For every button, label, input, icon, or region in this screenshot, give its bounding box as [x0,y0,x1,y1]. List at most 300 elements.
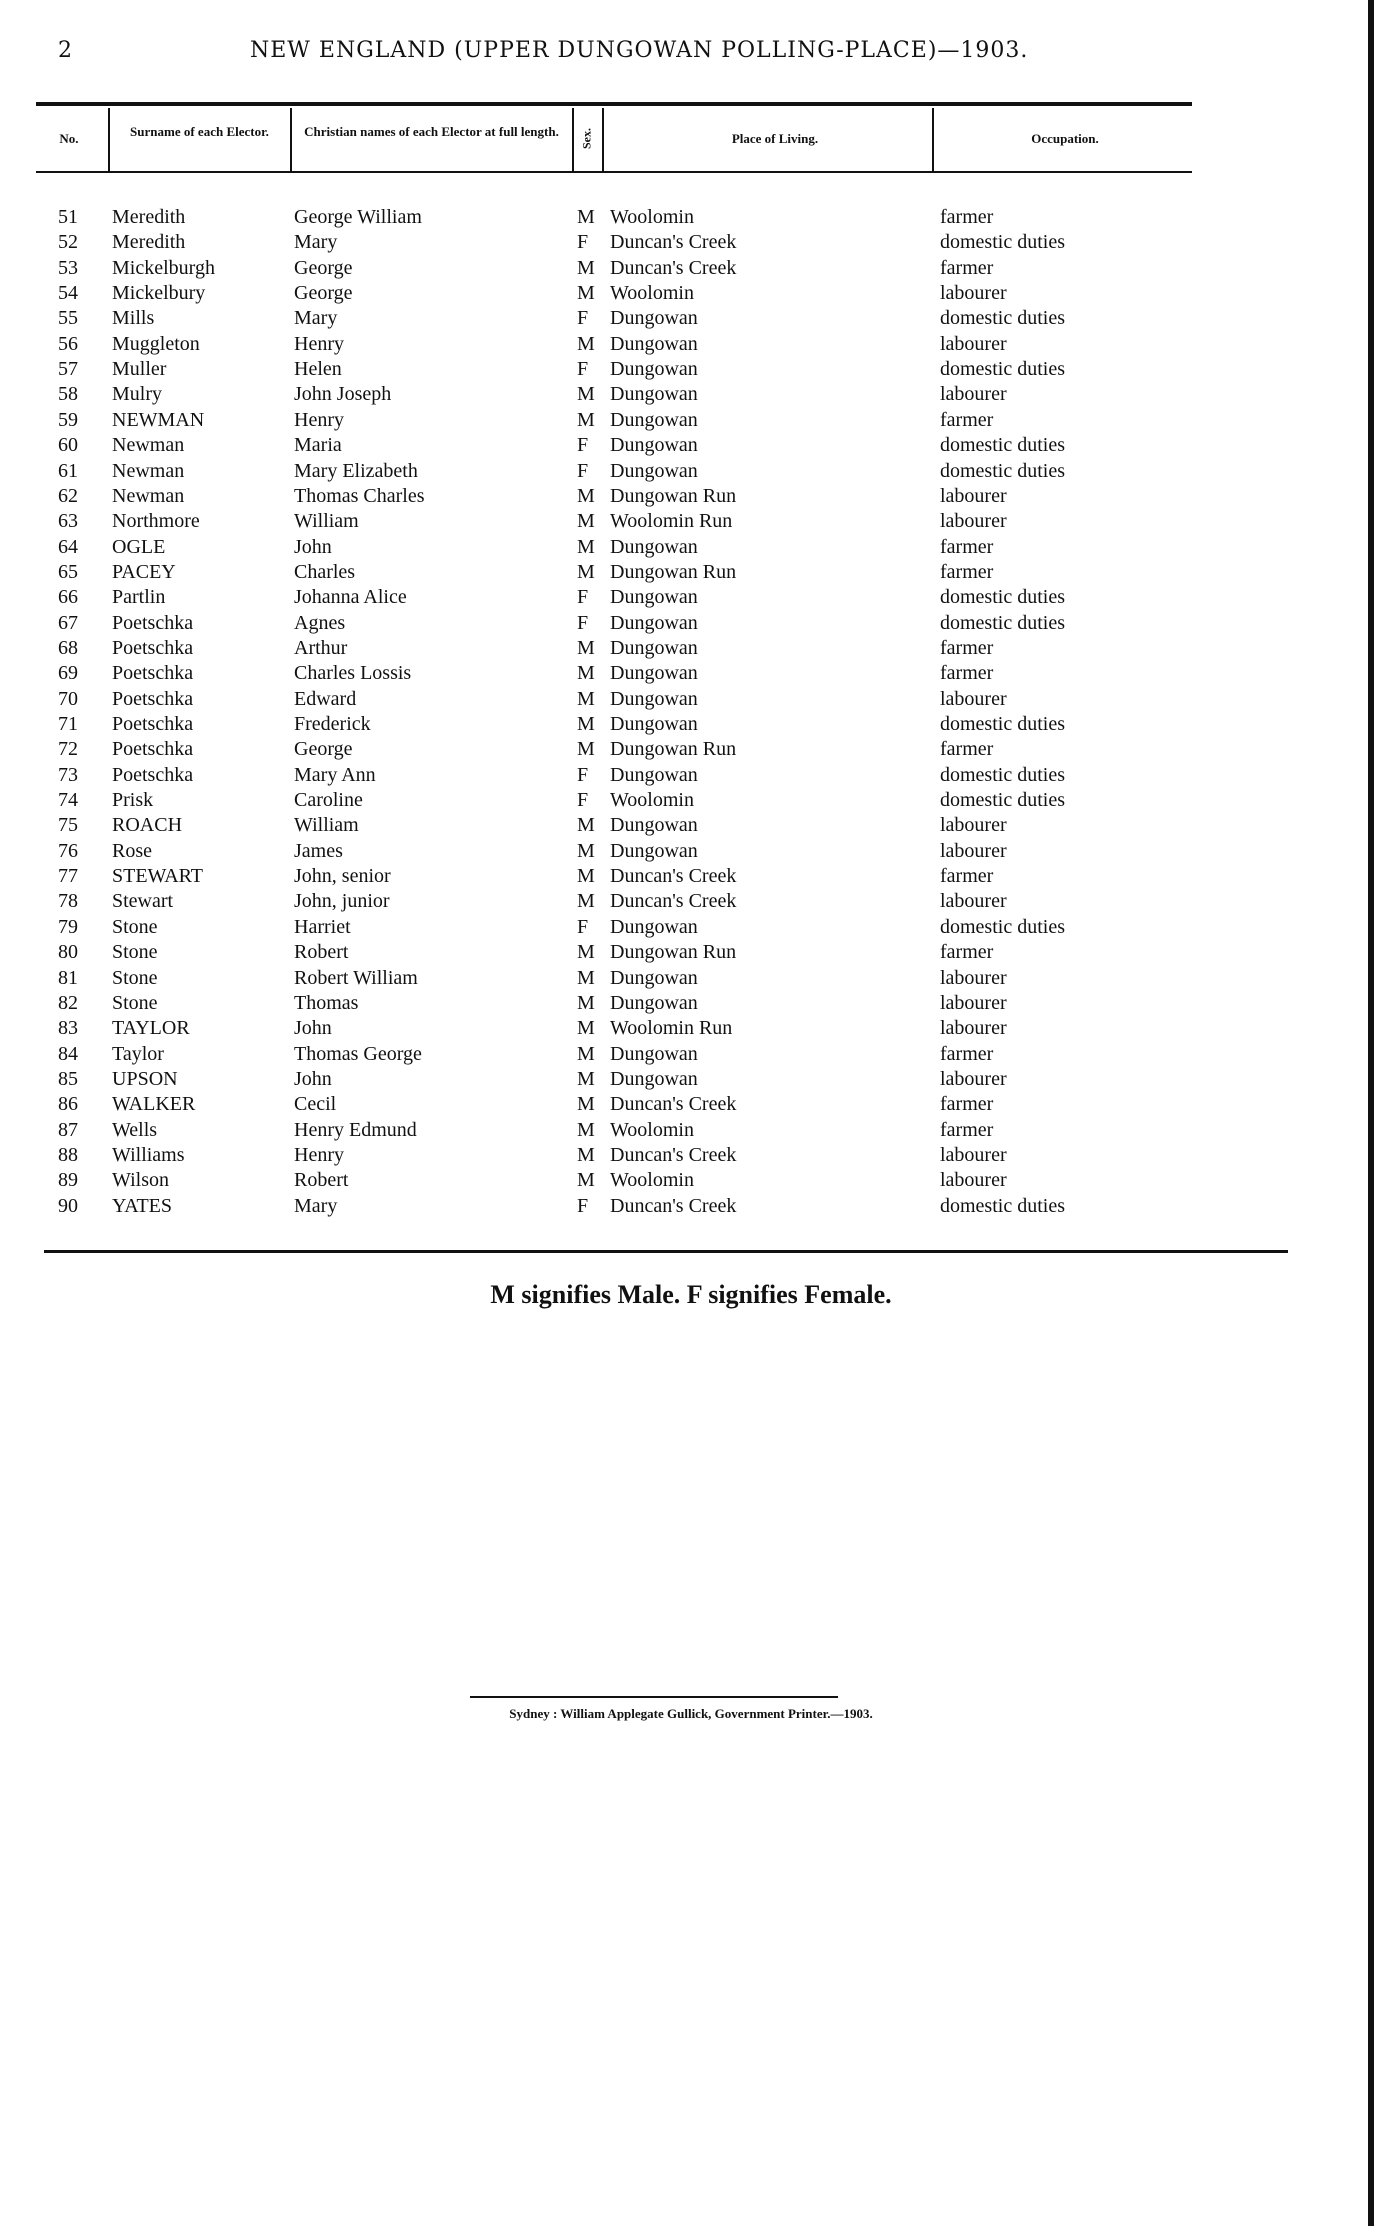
elector-sex: F [577,231,589,254]
elector-sex: M [577,1067,595,1090]
elector-sex: M [577,282,595,305]
elector-place-of-living: Dungowan [610,966,698,989]
elector-number: 67 [58,611,78,634]
elector-christian-names: Thomas George [294,1042,422,1065]
table-row [0,1017,1360,1042]
elector-sex: M [577,332,595,355]
elector-occupation: domestic duties [940,763,1065,786]
elector-occupation: domestic duties [940,434,1065,457]
elector-occupation: labourer [940,687,1007,710]
elector-christian-names: Edward [294,687,357,710]
elector-place-of-living: Dungowan [610,535,698,558]
elector-number: 82 [58,991,78,1014]
elector-number: 60 [58,434,78,457]
elector-occupation: farmer [940,535,994,558]
elector-sex: M [577,941,595,964]
table-row [0,358,1360,383]
elector-surname: Mickelburgh [112,256,215,279]
elector-sex: F [577,1194,589,1217]
elector-number: 87 [58,1118,78,1141]
elector-place-of-living: Dungowan [610,713,698,735]
elector-occupation: farmer [940,1042,994,1065]
elector-number: 54 [58,282,78,305]
elector-sex: M [577,1042,595,1065]
elector-surname: Poetschka [112,738,194,761]
table-row [0,1093,1360,1118]
elector-sex: M [577,510,595,533]
elector-surname: PACEY [112,560,176,583]
elector-number: 70 [58,687,78,710]
elector-christian-names: Caroline [294,789,363,812]
elector-place-of-living: Dungowan [610,915,698,938]
elector-place-of-living: Dungowan [610,434,698,457]
elector-christian-names: Arthur [294,636,348,659]
elector-christian-names: Maria [294,434,342,457]
elector-surname: Stone [112,991,158,1014]
elector-number: 81 [58,966,78,989]
table-row [0,637,1360,662]
elector-occupation: farmer [940,1093,994,1116]
elector-place-of-living: Woolomin [610,206,694,228]
elector-surname: Meredith [112,231,186,254]
elector-place-of-living: Woolomin Run [610,510,733,533]
printer-imprint: Sydney : William Applegate Gullick, Government Printer.—1903. [509,1706,873,1721]
elector-surname: TAYLOR [112,1017,190,1040]
elector-christian-names: Mary Ann [294,763,376,786]
header-bottom-rule [36,171,1192,173]
elector-surname: Poetschka [112,763,194,786]
elector-number: 90 [58,1194,78,1217]
elector-surname: Stone [112,941,158,964]
column-divider [290,108,292,172]
elector-number: 88 [58,1143,78,1166]
table-row [0,460,1360,485]
elector-surname: STEWART [112,865,204,888]
elector-place-of-living: Woolomin Run [610,1017,733,1040]
elector-christian-names: James [294,839,343,862]
elector-number: 64 [58,535,78,558]
elector-place-of-living: Duncan's Creek [610,865,737,888]
table-row [0,890,1360,915]
elector-christian-names: George [294,738,353,761]
elector-place-of-living: Dungowan [610,408,698,431]
elector-occupation: domestic duties [940,459,1065,482]
table-row [0,561,1360,586]
elector-surname: Poetschka [112,687,194,710]
elector-place-of-living: Woolomin [610,282,694,305]
elector-number: 84 [58,1042,78,1065]
elector-surname: Stone [112,915,158,938]
elector-christian-names: John [294,1067,332,1090]
elector-christian-names: Agnes [294,611,346,634]
table-row [0,1043,1360,1068]
elector-occupation: domestic duties [940,307,1065,330]
elector-sex: F [577,434,589,457]
elector-christian-names: John [294,535,332,558]
elector-place-of-living: Duncan's Creek [610,1093,737,1116]
elector-sex: M [577,256,595,279]
elector-place-of-living: Dungowan [610,1042,698,1065]
elector-christian-names: John [294,1017,332,1040]
elector-occupation: labourer [940,510,1007,533]
elector-christian-names: Cecil [294,1093,337,1116]
table-row [0,1169,1360,1194]
elector-number: 61 [58,459,78,482]
elector-number: 83 [58,1017,78,1040]
elector-occupation: farmer [940,636,994,659]
elector-christian-names: George [294,256,353,279]
elector-place-of-living: Woolomin [610,789,694,812]
elector-place-of-living: Dungowan [610,611,698,634]
elector-number: 68 [58,636,78,659]
elector-surname: Williams [112,1143,185,1166]
elector-surname: Rose [112,839,152,862]
elector-christian-names: William [294,814,359,837]
elector-surname: Muggleton [112,332,200,355]
elector-christian-names: Mary Elizabeth [294,459,418,482]
elector-occupation: labourer [940,1169,1007,1192]
elector-surname: Newman [112,459,185,482]
elector-place-of-living: Duncan's Creek [610,890,737,913]
column-divider [572,108,574,172]
table-row [0,662,1360,687]
elector-occupation: farmer [940,865,994,888]
elector-sex: M [577,738,595,761]
elector-occupation: labourer [940,1143,1007,1166]
elector-christian-names: Johanna Alice [294,586,407,609]
elector-sex: M [577,865,595,888]
elector-christian-names: Mary [294,307,338,330]
elector-sex: M [577,713,595,735]
table-row [0,840,1360,865]
elector-surname: Stewart [112,890,174,913]
elector-place-of-living: Dungowan [610,687,698,710]
elector-christian-names: George William [294,206,422,228]
elector-sex: F [577,611,589,634]
table-row [0,383,1360,408]
header-no: No. [59,131,79,146]
elector-sex: M [577,687,595,710]
elector-occupation: domestic duties [940,358,1065,381]
elector-place-of-living: Dungowan [610,636,698,659]
elector-place-of-living: Dungowan Run [610,560,737,583]
header-sex: Sex. [579,128,594,149]
elector-occupation: domestic duties [940,611,1065,634]
table-row [0,257,1360,282]
elector-occupation: labourer [940,814,1007,837]
header-place: Place of Living. [731,131,819,146]
elector-christian-names: Henry [294,408,344,431]
elector-occupation: domestic duties [940,231,1065,254]
elector-number: 59 [58,408,78,431]
elector-place-of-living: Dungowan [610,1067,698,1090]
elector-surname: Stone [112,966,158,989]
elector-place-of-living: Duncan's Creek [610,256,737,279]
elector-place-of-living: Dungowan [610,586,698,609]
elector-christian-names: Frederick [294,713,371,735]
elector-number: 51 [58,206,78,228]
column-divider [602,108,604,172]
table-row [0,510,1360,535]
elector-number: 80 [58,941,78,964]
elector-place-of-living: Dungowan [610,358,698,381]
elector-surname: YATES [112,1194,173,1217]
elector-place-of-living: Dungowan [610,839,698,862]
elector-surname: Poetschka [112,611,194,634]
elector-christian-names: Helen [294,358,342,381]
elector-surname: Mills [112,307,155,330]
elector-place-of-living: Dungowan Run [610,738,737,761]
header-occupation: Occupation. [1031,131,1099,146]
elector-sex: M [577,890,595,913]
elector-number: 63 [58,510,78,533]
elector-number: 69 [58,662,78,685]
table-row [0,1119,1360,1144]
elector-sex: F [577,915,589,938]
elector-surname: OGLE [112,535,166,558]
elector-number: 56 [58,332,78,355]
elector-number: 77 [58,865,78,888]
elector-occupation: labourer [940,484,1007,507]
elector-occupation: labourer [940,1067,1007,1090]
elector-sex: M [577,662,595,685]
table-row [0,612,1360,637]
table-row [0,967,1360,992]
elector-sex: F [577,586,589,609]
table-row [0,409,1360,434]
table-row [0,941,1360,966]
elector-occupation: farmer [940,560,994,583]
elector-christian-names: Mary [294,231,338,254]
elector-surname: WALKER [112,1093,196,1116]
elector-christian-names: Mary [294,1194,338,1217]
elector-surname: Northmore [112,510,200,533]
elector-sex: F [577,459,589,482]
elector-surname: Prisk [112,789,154,812]
elector-place-of-living: Dungowan [610,814,698,837]
elector-occupation: labourer [940,332,1007,355]
elector-sex: M [577,1169,595,1192]
elector-christian-names: Robert [294,1169,349,1192]
elector-sex: M [577,966,595,989]
table-row [0,1068,1360,1093]
elector-christian-names: Henry [294,332,344,355]
elector-surname: Wells [112,1118,158,1141]
elector-sex: F [577,789,589,812]
elector-place-of-living: Duncan's Creek [610,1194,737,1217]
table-row [0,307,1360,332]
table-bottom-rule [44,1250,1288,1253]
elector-surname: Meredith [112,206,186,228]
table-row [0,688,1360,713]
column-divider [108,108,110,172]
elector-sex: M [577,560,595,583]
elector-place-of-living: Dungowan [610,307,698,330]
elector-place-of-living: Dungowan [610,332,698,355]
elector-occupation: farmer [940,408,994,431]
elector-christian-names: Thomas [294,991,359,1014]
elector-christian-names: Robert [294,941,349,964]
elector-sex: F [577,763,589,786]
elector-occupation: labourer [940,839,1007,862]
elector-sex: M [577,1093,595,1116]
column-divider [932,108,934,172]
elector-occupation: labourer [940,1017,1007,1040]
elector-christian-names: John Joseph [294,383,392,406]
elector-occupation: farmer [940,941,994,964]
elector-occupation: farmer [940,738,994,761]
table-row [0,333,1360,358]
elector-surname: Muller [112,358,167,381]
elector-place-of-living: Dungowan [610,459,698,482]
elector-number: 79 [58,915,78,938]
elector-surname: ROACH [112,814,183,837]
page-number: 2 [58,38,72,63]
elector-christian-names: Henry Edmund [294,1118,417,1141]
elector-number: 78 [58,890,78,913]
table-row [0,282,1360,307]
elector-place-of-living: Dungowan [610,763,698,786]
table-row [0,586,1360,611]
elector-occupation: labourer [940,890,1007,913]
elector-christian-names: George [294,282,353,305]
elector-number: 57 [58,358,78,381]
elector-number: 71 [58,713,78,735]
elector-surname: Partlin [112,586,166,609]
page-edge-shadow [1368,0,1374,2226]
elector-number: 62 [58,484,78,507]
table-row [0,1144,1360,1169]
table-row [0,992,1360,1017]
elector-number: 55 [58,307,78,330]
elector-number: 76 [58,839,78,862]
elector-christian-names: Henry [294,1143,344,1166]
elector-sex: M [577,206,595,228]
table-row [0,814,1360,839]
elector-occupation: farmer [940,206,994,228]
elector-christian-names: Charles Lossis [294,662,412,685]
elector-sex: M [577,814,595,837]
elector-surname: Taylor [112,1042,164,1065]
header-surname: Surname of each Elector. [130,124,269,139]
elector-occupation: domestic duties [940,1194,1065,1217]
table-row [0,231,1360,256]
elector-sex: M [577,408,595,431]
elector-surname: Newman [112,484,185,507]
elector-place-of-living: Duncan's Creek [610,231,737,254]
elector-place-of-living: Dungowan [610,662,698,685]
elector-occupation: domestic duties [940,789,1065,812]
elector-place-of-living: Woolomin [610,1169,694,1192]
elector-occupation: labourer [940,966,1007,989]
table-row [0,865,1360,890]
elector-sex: M [577,991,595,1014]
elector-surname: Newman [112,434,185,457]
elector-surname: Poetschka [112,636,194,659]
elector-surname: NEWMAN [112,408,205,431]
elector-surname: Mickelbury [112,282,206,305]
elector-occupation: labourer [940,383,1007,406]
elector-sex: M [577,535,595,558]
elector-number: 72 [58,738,78,761]
elector-number: 66 [58,586,78,609]
table-row [0,485,1360,510]
elector-christian-names: Harriet [294,915,351,938]
table-row [0,713,1360,738]
imprint-rule [470,1696,838,1698]
header-top-rule [36,102,1192,106]
elector-sex: M [577,1118,595,1141]
elector-number: 52 [58,231,78,254]
elector-number: 73 [58,763,78,786]
elector-surname: Poetschka [112,662,194,685]
elector-occupation: domestic duties [940,713,1065,735]
elector-number: 85 [58,1067,78,1090]
elector-place-of-living: Dungowan [610,991,698,1014]
elector-occupation: farmer [940,662,994,685]
elector-christian-names: William [294,510,359,533]
elector-sex: M [577,484,595,507]
elector-sex: M [577,383,595,406]
elector-sex: M [577,636,595,659]
elector-occupation: farmer [940,256,994,279]
elector-sex: F [577,358,589,381]
elector-christian-names: Robert William [294,966,418,989]
table-row [0,738,1360,763]
elector-number: 86 [58,1093,78,1116]
elector-number: 74 [58,789,78,812]
elector-occupation: domestic duties [940,915,1065,938]
elector-number: 89 [58,1169,78,1192]
elector-surname: Poetschka [112,713,194,735]
elector-surname: UPSON [112,1067,178,1090]
table-row [0,789,1360,814]
table-row [0,434,1360,459]
elector-sex: M [577,1017,595,1040]
elector-number: 75 [58,814,78,837]
elector-christian-names: Charles [294,560,356,583]
table-row [0,764,1360,789]
elector-place-of-living: Dungowan Run [610,484,737,507]
elector-christian-names: John, junior [294,890,390,913]
table-row [0,916,1360,941]
elector-occupation: labourer [940,991,1007,1014]
elector-number: 65 [58,560,78,583]
sex-legend: M signifies Male. F signifies Female. [490,1280,892,1309]
elector-place-of-living: Dungowan Run [610,941,737,964]
elector-sex: M [577,839,595,862]
elector-place-of-living: Dungowan [610,383,698,406]
page-title: NEW ENGLAND (UPPER DUNGOWAN POLLING-PLACE)—1903. [250,38,1029,63]
table-row [0,206,1360,231]
header-christian-names: Christian names of each Elector at full length. [304,124,559,139]
elector-place-of-living: Woolomin [610,1118,694,1141]
table-row [0,536,1360,561]
elector-sex: M [577,1143,595,1166]
elector-sex: F [577,307,589,330]
elector-surname: Wilson [112,1169,169,1192]
elector-place-of-living: Duncan's Creek [610,1143,737,1166]
elector-number: 53 [58,256,78,279]
elector-occupation: labourer [940,282,1007,305]
elector-number: 58 [58,383,78,406]
elector-occupation: farmer [940,1118,994,1141]
elector-surname: Mulry [112,383,162,406]
elector-christian-names: Thomas Charles [294,484,425,507]
elector-occupation: domestic duties [940,586,1065,609]
elector-christian-names: John, senior [294,865,391,888]
table-row [0,1195,1360,1220]
